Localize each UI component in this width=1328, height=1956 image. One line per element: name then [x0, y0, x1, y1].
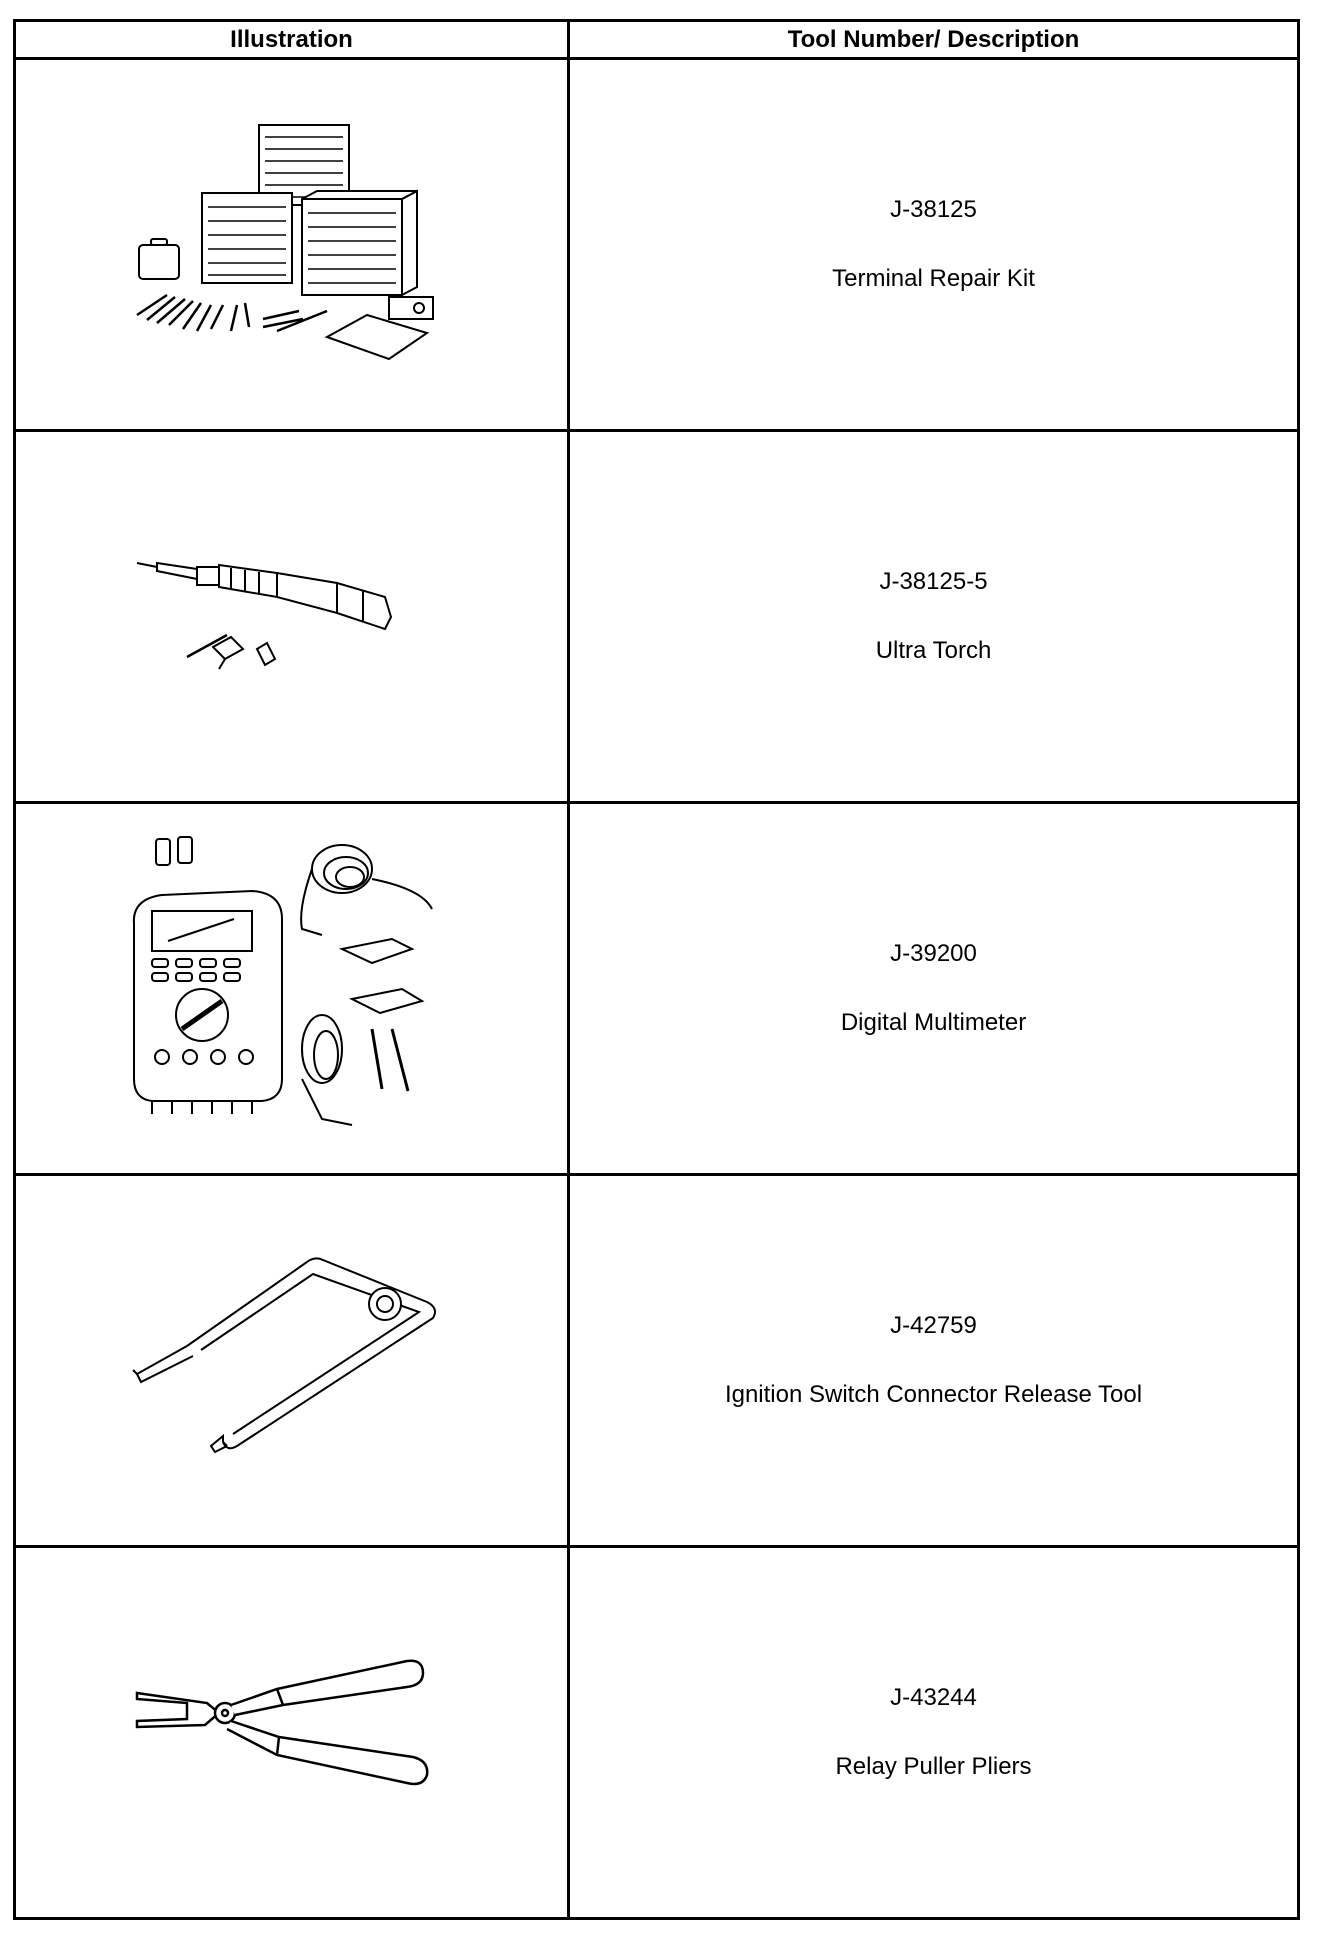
illustration-cell: [15, 59, 569, 431]
table-row: [15, 59, 1299, 431]
tool-description: Digital Multimeter: [840, 1008, 1027, 1036]
tool-description: Terminal Repair Kit: [832, 264, 1035, 292]
tool-number: J-42759: [890, 1311, 977, 1339]
illustration-cell: [15, 803, 569, 1175]
illustration-cell: [15, 1175, 569, 1547]
illustration-cell: [15, 431, 569, 803]
relay-puller-pliers-icon: [127, 1653, 457, 1813]
table-row: [15, 803, 1299, 1175]
tool-description: Relay Puller Pliers: [835, 1752, 1032, 1780]
table-row: [15, 1547, 1299, 1919]
tool-number: J-38125: [890, 195, 977, 223]
tool-number: J-39200: [890, 939, 977, 967]
description-cell: [569, 1175, 1299, 1547]
tool-description: Ultra Torch: [875, 636, 992, 664]
table-row: [15, 1175, 1299, 1547]
header-description: Tool Number/ Description: [569, 21, 1299, 59]
description-cell: [569, 1547, 1299, 1919]
table-row: [15, 431, 1299, 803]
terminal-repair-kit-icon: [127, 115, 457, 375]
description-cell: [569, 431, 1299, 803]
tool-number: J-38125-5: [879, 567, 988, 595]
tool-number: J-43244: [890, 1683, 977, 1711]
tool-description: Ignition Switch Connector Release Tool: [724, 1380, 1143, 1408]
digital-multimeter-icon: [122, 829, 462, 1149]
header-illustration: Illustration: [15, 21, 569, 59]
connector-release-tool-icon: [127, 1246, 457, 1476]
description-cell: [569, 59, 1299, 431]
tools-table: [13, 19, 1300, 1920]
ultra-torch-icon: [127, 537, 457, 697]
illustration-cell: [15, 1547, 569, 1919]
table-header-row: [15, 21, 1299, 59]
description-cell: [569, 803, 1299, 1175]
